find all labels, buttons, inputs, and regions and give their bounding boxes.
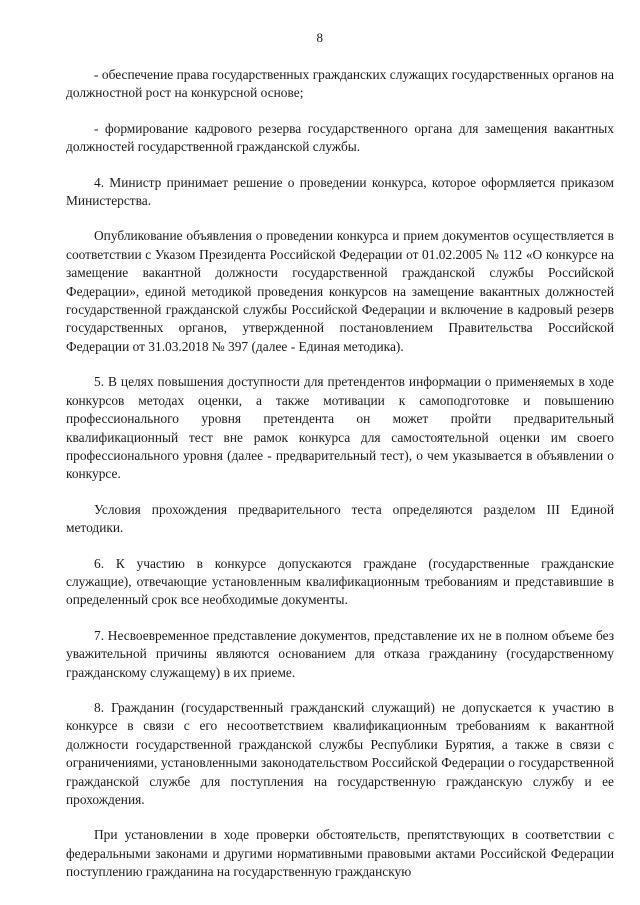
page-number: 8 xyxy=(316,30,324,45)
paragraph-item-7: 7. Несвоевременное представление документов, представление их не в полном объеме без уважительной причины являются основанием для отказа гражданину (государственному гражданскому служащему) в их приеме. xyxy=(66,627,614,680)
paragraph-item-5: 5. В целях повышения доступности для претендентов информации о применяемых в ходе конкурсов методах оценки, а также мотивации к самоподготовке и повышению профессионального уровня претендента он может пройти предварительный квалификационный тест вне рамок конкурса для самостоятельной оценки им своего профессионального уровня (далее - предварительный тест), о чем указывается в объявлении о конкурсе. xyxy=(66,374,614,482)
paragraph-career-growth: - обеспечение права государственных гражданских служащих государственных органов на должностной рост на конкурсной основе; xyxy=(66,67,614,101)
paragraph-item-4: 4. Министр принимает решение о проведении конкурса, которое оформляется приказом Министерства. xyxy=(66,174,614,209)
paragraph-personnel-reserve: - формирование кадрового резерва государственного органа для замещения вакантных должностей государственной гражданской службы. xyxy=(66,120,614,155)
paragraph-item-8: 8. Гражданин (государственный гражданский служащий) не допускается к участию в конкурсе в связи с его несоответствием квалификационным требованиям к вакантной должности государственной гражданской службы Республики Бурятия, а также в связи с ограничениями, установленными законодательством Российской Федерации о государственной гражданской службе для поступления на государственную гражданскую службу и ее прохождения. xyxy=(66,699,614,807)
paragraph-test-conditions: Условия прохождения предварительного теста определяются разделом III Единой методики. xyxy=(66,501,614,536)
paragraph-item-6: 6. К участию в конкурсе допускаются граждане (государственные гражданские служащие), отвечающие установленным квалификационным требованиям и представившие в определенный срок все необходимые документы. xyxy=(66,555,614,608)
paragraph-verification: При установлении в ходе проверки обстоятельств, препятствующих в соответствии с федеральными законами и другими нормативными правовыми актами Российской Федерации поступлению гражданина на государственную гражданскую xyxy=(66,827,614,880)
document-body xyxy=(66,66,614,899)
paragraph-publication: Опубликование объявления о проведении конкурса и прием документов осуществляется в соответствии с Указом Президента Российской Федерации от 01.02.2005 № 112 «О конкурсе на замещение вакантной должности государственной гражданской службы Российской Федерации», единой методикой проведения конкурсов на замещение вакантных должностей государственной гражданской службы Российской Федерации и включение в кадровый резерв государственных органов, утвержденной постановлением Правительства Российской Федерации от 31.03.2018 № 397 (далее - Единая методика). xyxy=(66,228,614,354)
